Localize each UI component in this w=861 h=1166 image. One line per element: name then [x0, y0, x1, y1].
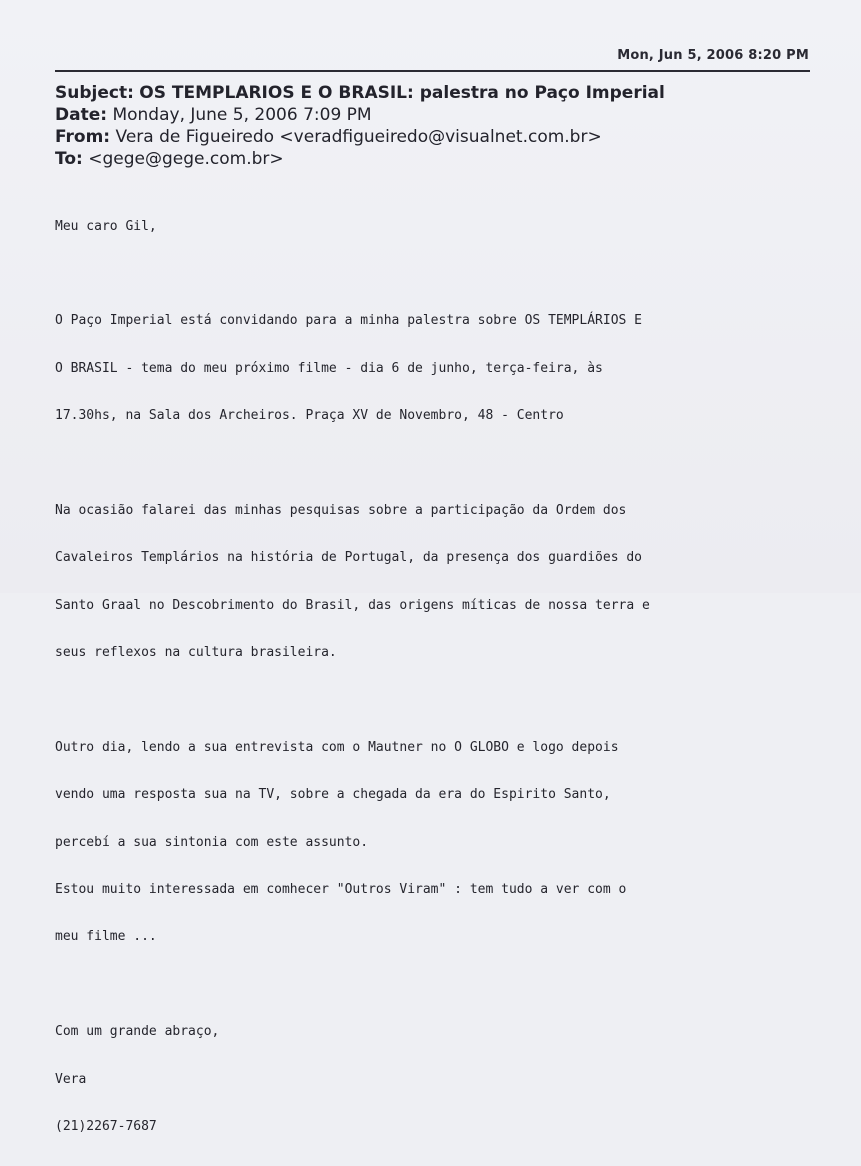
body-line: seus reflexos na cultura brasileira.: [55, 645, 337, 661]
body-line: O BRASIL - tema do meu próximo filme - dia 6 de junho, terça-feira, às: [55, 360, 603, 376]
body-line: Na ocasião falarei das minhas pesquisas sobre a participação da Ordem dos: [55, 502, 627, 518]
body-line: Estou muito interessada em comhecer "Outros Viram" : tem tudo a ver com o: [55, 882, 627, 898]
body-line: [55, 456, 835, 472]
date-label: Date:: [55, 105, 108, 125]
email-body: [55, 187, 835, 1166]
body-line: meu filme ...: [55, 929, 157, 945]
to-label: To:: [55, 149, 83, 169]
to-value: <gege@gege.com.br>: [88, 149, 284, 169]
body-line: Cavaleiros Templários na história de Portugal, da presença dos guardiões do: [55, 550, 642, 566]
subject-value: OS TEMPLARIOS E O BRASIL: palestra no Paço Imperial: [139, 83, 665, 103]
body-line: Meu caro Gil,: [55, 218, 157, 234]
body-line: [55, 977, 835, 993]
subject-row: [55, 82, 815, 104]
body-line: Santo Graal no Descobrimento do Brasil, das origens míticas de nossa terra e: [55, 597, 650, 613]
date-row: [55, 104, 815, 126]
body-line: Vera: [55, 1071, 87, 1087]
email-headers: [55, 82, 815, 170]
body-line: Outro dia, lendo a sua entrevista com o Mautner no O GLOBO e logo depois: [55, 739, 619, 755]
subject-label: Subject:: [55, 83, 134, 103]
body-line: 17.30hs, na Sala dos Archeiros. Praça XV de Novembro, 48 - Centro: [55, 408, 564, 424]
body-line: [55, 266, 835, 282]
body-line: O Paço Imperial está convidando para a minha palestra sobre OS TEMPLÁRIOS E: [55, 313, 642, 329]
header-divider: [55, 70, 810, 72]
body-line: percebí a sua sintonia com este assunto.: [55, 834, 369, 850]
print-timestamp: Mon, Jun 5, 2006 8:20 PM: [617, 48, 809, 63]
body-line: [55, 693, 835, 709]
from-label: From:: [55, 127, 111, 147]
body-line: Com um grande abraço,: [55, 1024, 220, 1040]
from-value: Vera de Figueiredo <veradfigueiredo@visualnet.com.br>: [115, 127, 602, 147]
body-line: vendo uma resposta sua na TV, sobre a chegada da era do Espirito Santo,: [55, 787, 611, 803]
to-row: [55, 148, 815, 170]
date-value: Monday, June 5, 2006 7:09 PM: [112, 105, 372, 125]
from-row: [55, 126, 815, 148]
body-line: (21)2267-7687: [55, 1119, 157, 1135]
